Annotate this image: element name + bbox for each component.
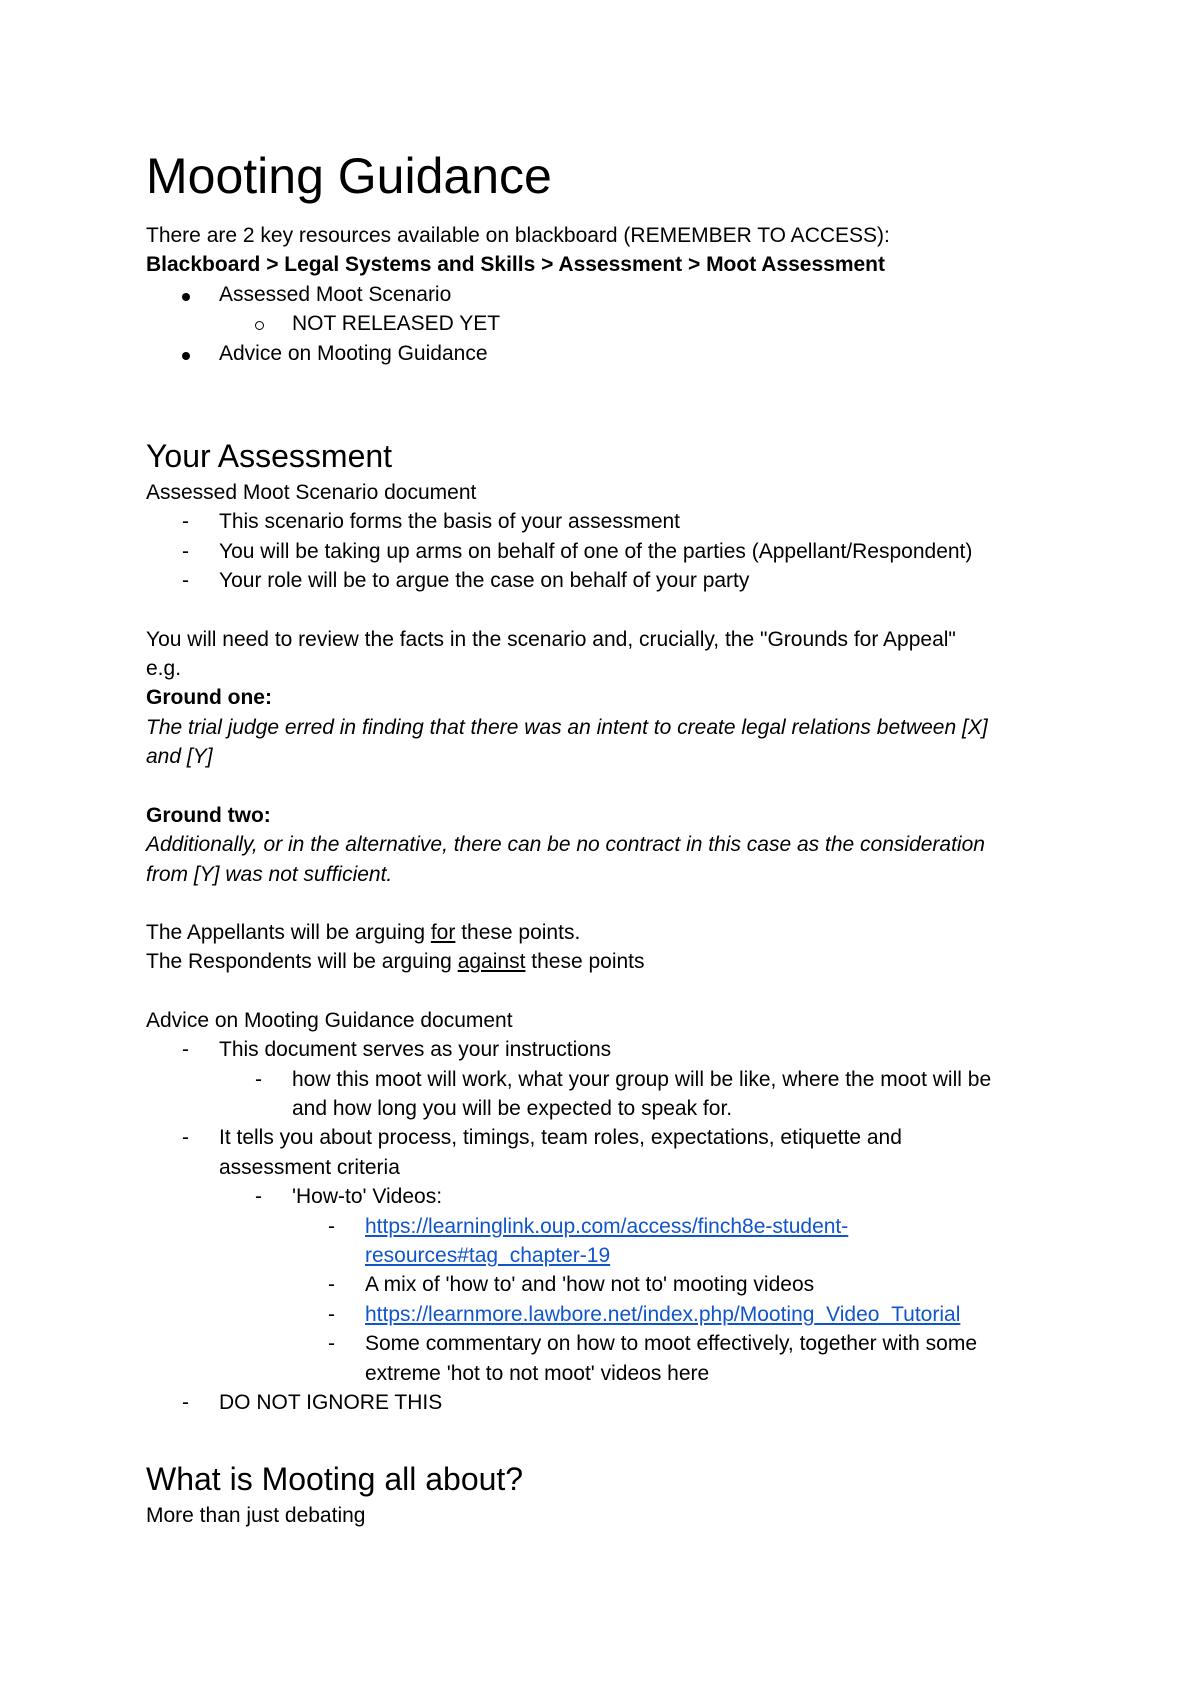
- list-item: - A mix of 'how to' and 'how not to' mooting videos: [328, 1273, 815, 1297]
- assessment-points: [146, 507, 1066, 595]
- list-item: Assessed Moot Scenario: [146, 280, 1066, 309]
- advice-list: [146, 1035, 1066, 1417]
- bullet-dot: [182, 339, 202, 368]
- list-item: - This document serves as your instructions: [182, 1038, 612, 1062]
- list-item: Advice on Mooting Guidance: [146, 339, 1066, 368]
- ground-two-title: Ground two:: [146, 803, 271, 827]
- ground-two-text-cont: from [Y] was not sufficient.: [146, 862, 393, 886]
- list-item: - Some commentary on how to moot effectively, together with some extreme 'hot to not moot' videos here: [328, 1332, 978, 1385]
- lawbore-video-link[interactable]: https://learnmore.lawbore.net/index.php/Mooting_Video_Tutorial: [365, 1302, 961, 1326]
- list-item: - You will be taking up arms on behalf of one of the parties (Appellant/Respondent): [182, 539, 973, 563]
- oup-video-link[interactable]: https://learninglink.oup.com/access/finch8e-student- resources#tag_chapter-19: [365, 1214, 849, 1267]
- bullet-circle: [255, 309, 275, 338]
- list-item: - https://learninglink.oup.com/access/finch8e-student- resources#tag_chapter-19: [328, 1214, 849, 1267]
- ground-one-text: The trial judge erred in finding that there was an intent to create legal relations between [X]: [146, 715, 988, 739]
- about-text: More than just debating: [146, 1504, 366, 1528]
- ground-one-title: Ground one:: [146, 686, 272, 710]
- list-item: - This scenario forms the basis of your assessment: [182, 510, 681, 534]
- advice-doc-label: Advice on Mooting Guidance document: [146, 1008, 513, 1032]
- document-body: [146, 142, 1066, 1531]
- list-item: - DO NOT IGNORE THIS: [182, 1391, 443, 1414]
- list-item: - It tells you about process, timings, team roles, expectations, etiquette and assessment criteria: [182, 1126, 902, 1179]
- page-title: Mooting Guidance: [146, 148, 552, 204]
- scenario-doc-label: Assessed Moot Scenario document: [146, 481, 477, 505]
- blackboard-path: Blackboard > Legal Systems and Skills > Assessment > Moot Assessment: [146, 253, 885, 277]
- review-text: You will need to review the facts in the scenario and, crucially, the "Grounds for Appeal": [146, 627, 956, 651]
- ground-one-text-cont: and [Y]: [146, 745, 213, 769]
- list-item: - how this moot will work, what your group will be like, where the moot will be and how long you will be expected to speak for.: [255, 1067, 992, 1120]
- bullet-dot: [182, 280, 202, 309]
- respondents-line: The Respondents will be arguing against these points: [146, 950, 645, 974]
- list-item: - 'How-to' Videos:: [255, 1185, 443, 1209]
- list-item: NOT RELEASED YET: [146, 309, 1066, 338]
- review-eg: e.g.: [146, 657, 182, 681]
- section-heading-your-assessment: Your Assessment: [146, 438, 393, 475]
- ground-two-text: Additionally, or in the alternative, there can be no contract in this case as the consideration: [146, 833, 985, 857]
- list-item: - Your role will be to argue the case on behalf of your party: [182, 569, 750, 593]
- section-heading-what-is-mooting: What is Mooting all about?: [146, 1461, 524, 1498]
- intro-section: [146, 221, 1066, 368]
- list-item: - https://learnmore.lawbore.net/index.php/Mooting_Video_Tutorial: [328, 1302, 961, 1326]
- resource-list: [146, 280, 1066, 368]
- intro-text: There are 2 key resources available on blackboard (REMEMBER TO ACCESS):: [146, 224, 890, 247]
- appellants-line: The Appellants will be arguing for these points.: [146, 920, 581, 944]
